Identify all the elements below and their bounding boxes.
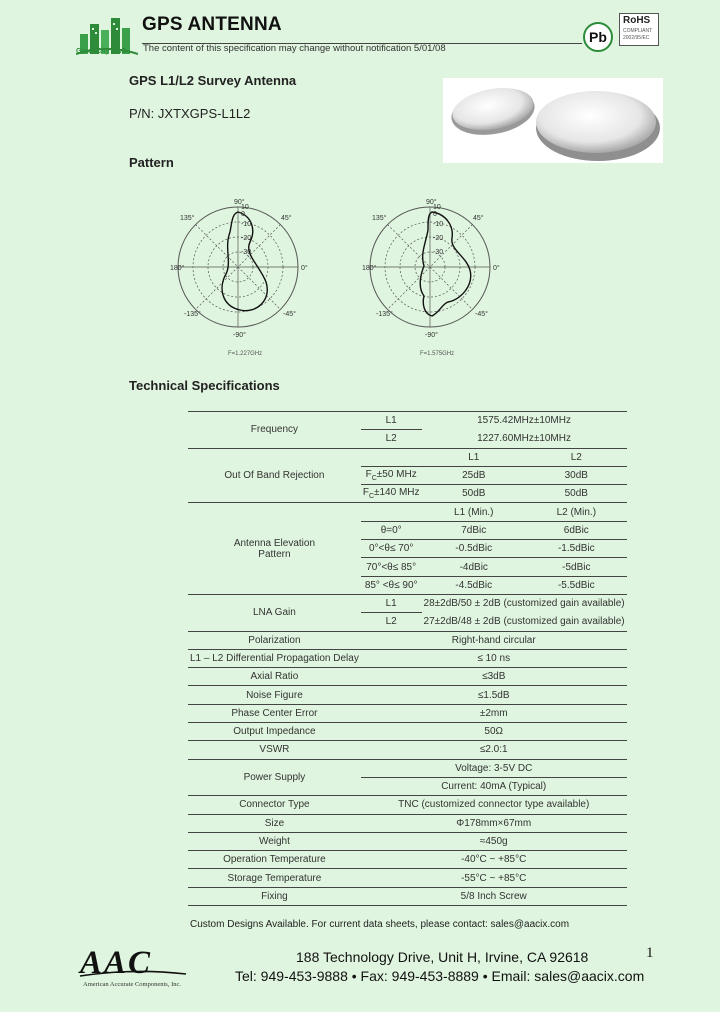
- spec-condition: $F_C\pm 140$ MHz: [361, 485, 422, 503]
- table-row: [188, 832, 627, 850]
- ring-label: 10: [433, 204, 441, 211]
- spec-value: Right-hand circular: [361, 631, 627, 649]
- spec-label: Frequency: [188, 412, 361, 449]
- table-row: [188, 704, 627, 722]
- aac-logo: AAC: [80, 945, 153, 981]
- chart-caption: F=1.575GHz: [420, 351, 455, 357]
- ring-label: 0: [241, 211, 245, 218]
- spec-value: -5.5dBic: [526, 576, 627, 594]
- spec-value: -4.5dBic: [422, 576, 527, 594]
- table-row: [188, 887, 627, 905]
- rohs-title: RoHS: [623, 15, 651, 26]
- document-title: GPS ANTENNA: [142, 14, 282, 35]
- spec-value: 50Ω: [361, 723, 627, 741]
- spec-value: 27±2dB/48 ± 2dB (customized gain available): [423, 616, 625, 628]
- spec-label: Power Supply: [188, 759, 361, 796]
- antenna-photo: [443, 78, 663, 163]
- spec-value: ≤2.0:1: [361, 741, 627, 759]
- angle-label: 180°: [170, 265, 185, 272]
- table-row: [188, 668, 627, 686]
- table-row: [188, 851, 627, 869]
- ring-label: -30: [241, 249, 252, 256]
- spec-value: Φ178mm×67mm: [361, 814, 627, 832]
- radiation-pattern-line: [420, 212, 470, 316]
- tech-specs-heading: Technical Specifications: [129, 378, 280, 393]
- spec-value: ≈450g: [361, 832, 627, 850]
- spec-band: L2: [361, 430, 422, 448]
- spec-value: 6dBic: [526, 521, 627, 539]
- spec-value: -55°C ~ +85°C: [361, 869, 627, 887]
- spec-condition: 85° <θ≤ 90°: [361, 576, 422, 594]
- table-row: [188, 759, 627, 777]
- ring-label: -20: [433, 235, 444, 242]
- angle-label: -45°: [283, 311, 296, 318]
- spec-band: L1: [361, 594, 422, 612]
- spec-value: 50dB: [526, 485, 627, 503]
- spec-value: Voltage: 3-5V DC: [361, 759, 627, 777]
- spec-label: L1 – L2 Differential Propagation Delay: [188, 649, 361, 667]
- polar-grid: [370, 207, 490, 327]
- angle-label: -135°: [376, 311, 393, 318]
- table-row: [188, 649, 627, 667]
- lead-free-pb-badge-icon: Pb: [583, 22, 613, 52]
- table-row: [188, 814, 627, 832]
- spec-value: ≤3dB: [361, 668, 627, 686]
- table-row: [188, 741, 627, 759]
- polar-pattern-chart-l2: [170, 196, 320, 360]
- spec-condition: 70°<θ≤ 85°: [361, 558, 422, 576]
- table-row: [188, 594, 627, 612]
- table-row: [188, 631, 627, 649]
- spec-band: L1: [361, 412, 422, 430]
- spec-value: -5dBic: [526, 558, 627, 576]
- angle-label: 90°: [426, 199, 437, 206]
- angle-label: 0°: [493, 265, 500, 272]
- table-row: [188, 869, 627, 887]
- col-header: L1: [422, 448, 527, 466]
- spec-label: Noise Figure: [188, 686, 361, 704]
- spec-value: Current: 40mA (Typical): [361, 777, 627, 795]
- header-note: The content of this specification may change without notification 5/01/08: [143, 43, 446, 54]
- company-name: American Accurate Components, Inc.: [83, 981, 182, 988]
- rohs-compliant: COMPLIANT: [623, 28, 653, 34]
- spec-value: ≤ 10 ns: [361, 649, 627, 667]
- spec-value: -40°C ~ +85°C: [361, 851, 627, 869]
- spec-label: Operation Temperature: [188, 851, 361, 869]
- spec-label: Size: [188, 814, 361, 832]
- logo-swoosh-icon: [78, 968, 188, 980]
- spec-value: -4dBic: [422, 558, 527, 576]
- angle-label: -90°: [233, 332, 246, 339]
- ring-label: -30: [433, 249, 444, 256]
- spec-value: 1575.42MHz±10MHz: [422, 412, 627, 430]
- angle-label: -135°: [184, 311, 201, 318]
- spec-value: TNC (customized connector type available): [361, 796, 627, 814]
- angle-label: 45°: [473, 215, 484, 222]
- spec-label: Connector Type: [188, 796, 361, 814]
- pattern-heading: Pattern: [129, 155, 174, 170]
- polar-pattern-chart-l1: [362, 196, 512, 360]
- ring-label: 10: [241, 204, 249, 211]
- spec-value: 50dB: [422, 485, 527, 503]
- col-header: L2: [526, 448, 627, 466]
- table-row: [188, 686, 627, 704]
- page-number: 1: [646, 945, 654, 961]
- spec-condition: θ=0°: [361, 521, 422, 539]
- col-header: L2 (Min.): [526, 503, 627, 521]
- angle-label: 0°: [301, 265, 308, 272]
- table-row: [188, 723, 627, 741]
- spec-condition: 0°<θ≤ 70°: [361, 540, 422, 558]
- angle-label: -45°: [475, 311, 488, 318]
- spec-value: -0.5dBic: [422, 540, 527, 558]
- spec-table: [188, 411, 627, 906]
- spec-value: ≤1.5dB: [361, 686, 627, 704]
- spec-label: Weight: [188, 832, 361, 850]
- ring-label: -20: [241, 235, 252, 242]
- angle-label: 180°: [362, 265, 377, 272]
- spec-label: Antenna Elevation Pattern: [188, 503, 361, 594]
- spec-label: Storage Temperature: [188, 869, 361, 887]
- spec-label: Phase Center Error: [188, 704, 361, 722]
- spec-label: Axial Ratio: [188, 668, 361, 686]
- spec-label: Fixing: [188, 887, 361, 905]
- spec-value: 1227.60MHz±10MHz: [477, 433, 571, 445]
- spec-value: ±2mm: [361, 704, 627, 722]
- spec-value: 30dB: [526, 466, 627, 484]
- spec-label: Output Impedance: [188, 723, 361, 741]
- col-header: L1 (Min.): [422, 503, 527, 521]
- spec-label: VSWR: [188, 741, 361, 759]
- angle-label: 135°: [180, 215, 195, 222]
- address-line: 188 Technology Drive, Unit H, Irvine, CA 92618: [296, 949, 589, 965]
- part-number: P/N: JXTXGPS-L1L2: [129, 106, 251, 121]
- spec-value: 28±2dB/50 ± 2dB (customized gain available): [422, 594, 627, 612]
- angle-label: 135°: [372, 215, 387, 222]
- spec-label: LNA Gain: [188, 594, 361, 631]
- logo-brand-text: GreenCity AAC: [76, 48, 127, 55]
- table-row: [188, 448, 627, 466]
- spec-value: 7dBic: [422, 521, 527, 539]
- angle-label: 45°: [281, 215, 292, 222]
- ring-label: -10: [241, 221, 252, 228]
- custom-designs-note: Custom Designs Available. For current data sheets, please contact: sales@aacix.com: [190, 919, 570, 930]
- table-row: [188, 412, 627, 430]
- ring-label: 0: [433, 211, 437, 218]
- rohs-directive: 2002/95/EC: [623, 35, 650, 41]
- spec-value: -1.5dBic: [526, 540, 627, 558]
- chart-caption: F=1.227GHz: [228, 351, 263, 357]
- table-row: [188, 796, 627, 814]
- angle-label: 90°: [234, 199, 245, 206]
- spec-value: 5/8 Inch Screw: [361, 887, 627, 905]
- spec-label: Out Of Band Rejection: [188, 448, 361, 503]
- table-row: [188, 503, 627, 521]
- product-title: GPS L1/L2 Survey Antenna: [129, 73, 297, 88]
- spec-value: 25dB: [422, 466, 527, 484]
- ring-label: -10: [433, 221, 444, 228]
- angle-label: -90°: [425, 332, 438, 339]
- contact-line: Tel: 949-453-9888 • Fax: 949-453-8889 • Email: sales@aacix.com: [235, 968, 645, 984]
- spec-condition: $F_C\pm 50$ MHz: [361, 466, 422, 484]
- spec-band: L2: [361, 613, 422, 631]
- spec-label: Polarization: [188, 631, 361, 649]
